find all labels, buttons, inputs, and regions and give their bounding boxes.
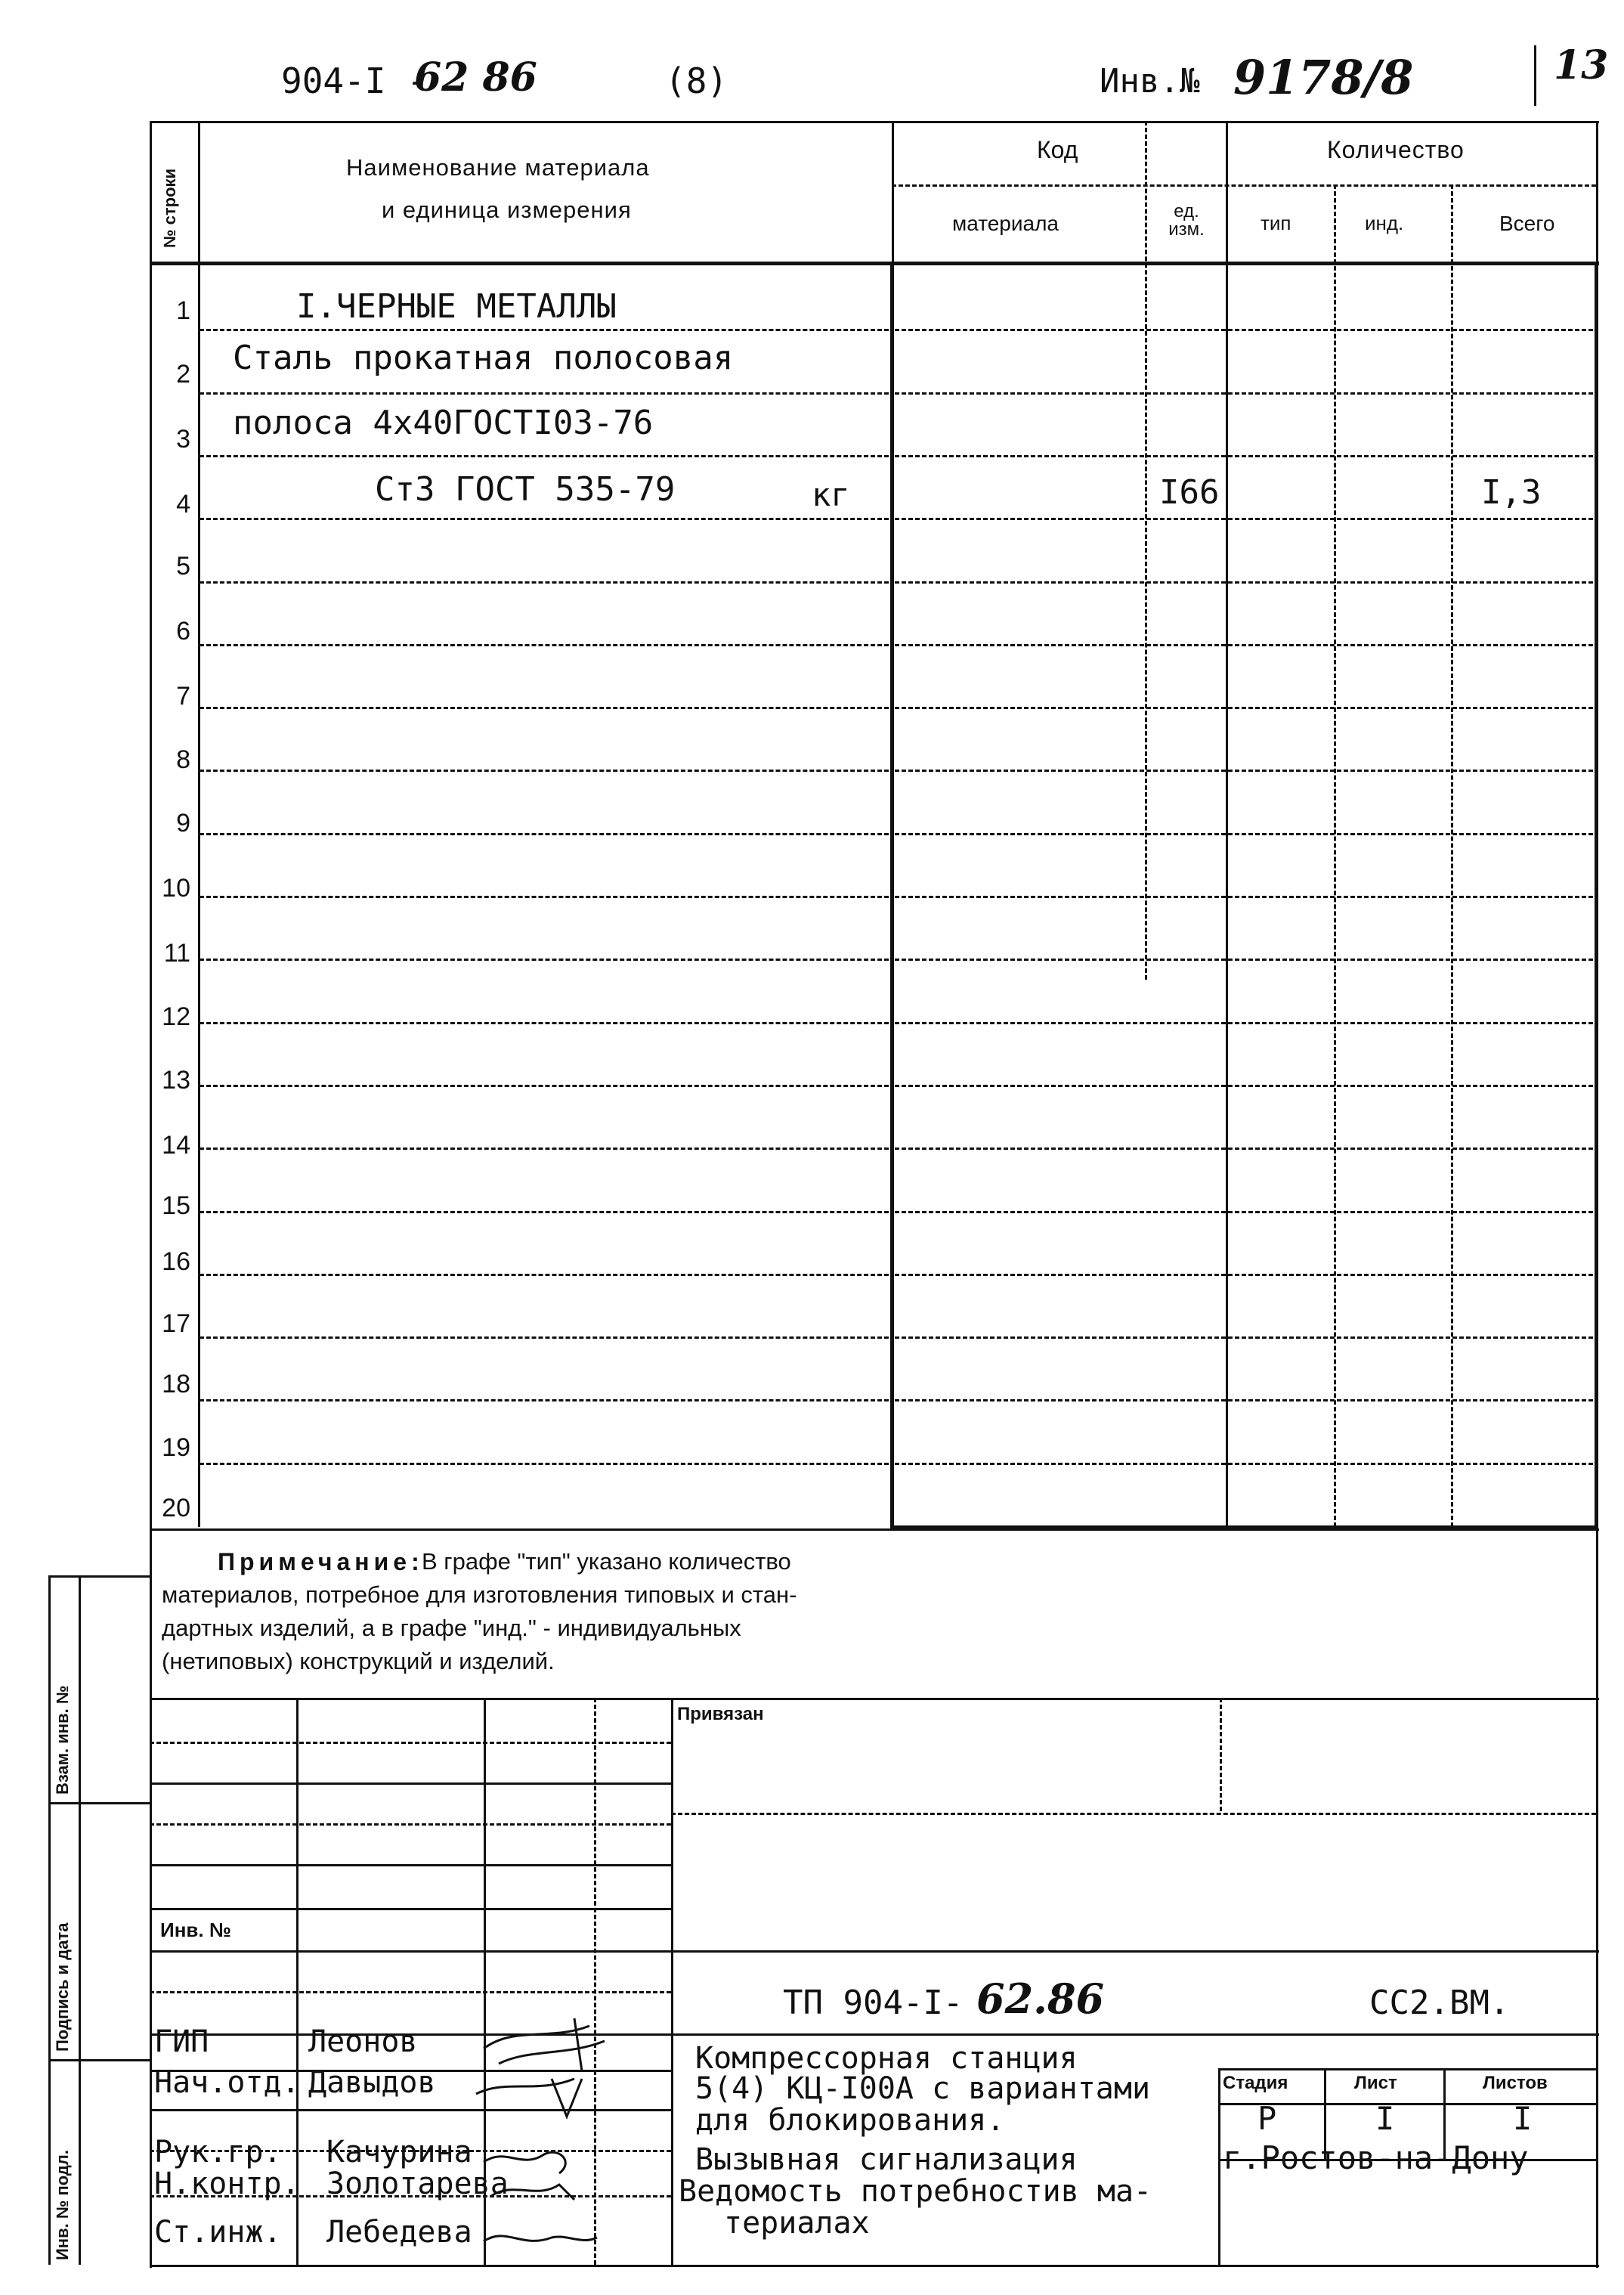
- row-separator: [895, 518, 1593, 520]
- code-unit-column-line: [1145, 121, 1147, 980]
- header-code: Код: [1037, 136, 1078, 163]
- row-number: 8: [176, 745, 190, 774]
- side-strip-line: [48, 1575, 151, 1578]
- row-separator: [200, 770, 889, 772]
- row-separator: [895, 1463, 1593, 1465]
- row-separator: [895, 1022, 1593, 1024]
- header-quantity: Количество: [1327, 136, 1465, 163]
- stamp-doc-mark: СС2.ВМ.: [1369, 1984, 1510, 2022]
- stamp-stage-label: Стадия: [1223, 2073, 1288, 2093]
- page-number-divider: [1534, 45, 1536, 106]
- signer-role: Рук.гр.: [154, 2135, 282, 2170]
- stamp-grid-line: [150, 1991, 671, 1993]
- row-material-name: Сталь прокатная полосовая: [233, 339, 734, 377]
- stamp-grid-line: [671, 1813, 1596, 1815]
- side-strip-left-line: [48, 1575, 51, 2265]
- row-material-name: I.ЧЕРНЫЕ МЕТАЛЛЫ: [296, 287, 617, 326]
- stamp-stage-value: Р: [1257, 2100, 1277, 2137]
- side-label-vzam: Взам. инв. №: [53, 1685, 72, 1795]
- side-strip-line: [48, 1802, 151, 1804]
- row-separator: [895, 896, 1593, 898]
- header-bottom-border: [150, 262, 1599, 265]
- stamp-grid-line: [150, 1782, 671, 1785]
- rownum-column-line: [198, 121, 200, 1527]
- stamp-grid-line: [150, 1908, 671, 1910]
- row-number: 5: [176, 552, 190, 581]
- table-right-thick-line: [1595, 262, 1598, 1528]
- side-label-inv-podl: Инв. № подл.: [53, 2150, 72, 2260]
- side-strip-inner-line: [79, 1575, 81, 2265]
- inv-label: Инв.№: [1100, 62, 1200, 101]
- row-unit-name: кг: [812, 476, 850, 513]
- row-number: 18: [162, 1370, 190, 1398]
- stamp-inv-no: Инв. №: [160, 1919, 231, 1941]
- doc-number-handwritten: 62 86: [414, 54, 537, 101]
- row-separator: [895, 455, 1593, 457]
- row-number: 20: [162, 1494, 190, 1522]
- stamp-sheet-value: I: [1375, 2100, 1395, 2137]
- row-separator: [200, 1274, 889, 1276]
- row-separator: [895, 581, 1593, 584]
- note-line: (нетиповых) конструкций и изделий.: [162, 1648, 555, 1674]
- stamp-doc-code: ТП 904-I-: [783, 1984, 964, 2022]
- table-top-border: [150, 121, 1599, 123]
- row-number: 2: [176, 360, 190, 389]
- header-qty-type: тип: [1261, 212, 1291, 234]
- row-number: 7: [176, 682, 190, 711]
- signer-name: Лебедева: [326, 2215, 472, 2250]
- stamp-title-line: Вызывная сигнализация: [695, 2142, 1078, 2177]
- row-material-name: полоса 4х40ГОСТI03-76: [233, 404, 654, 442]
- row-number: 10: [162, 874, 190, 903]
- row-number: 12: [162, 1002, 190, 1031]
- header-row-number: № строки: [160, 168, 179, 248]
- row-number: 9: [176, 809, 190, 838]
- header-code-unit: ед. изм.: [1168, 201, 1205, 240]
- row-separator: [895, 1211, 1593, 1213]
- code-column-left-line: [890, 262, 894, 1528]
- side-strip-line: [48, 2059, 151, 2061]
- signer-role: Н.контр.: [154, 2166, 300, 2201]
- row-number: 1: [176, 296, 190, 325]
- row-number: 11: [163, 939, 190, 968]
- row-separator: [895, 1148, 1593, 1150]
- row-number: 6: [176, 617, 190, 646]
- stamp-col-line: [1220, 1698, 1222, 1811]
- note-line: дартных изделий, а в графе "инд." - индивидуальных: [162, 1615, 741, 1641]
- header-material-name-line1: Наименование материала: [346, 154, 650, 181]
- row-separator: [895, 329, 1593, 331]
- row-separator: [200, 1399, 889, 1401]
- note-label: Примечание:: [218, 1548, 424, 1575]
- row-separator: [200, 1463, 889, 1465]
- row-number: 17: [162, 1309, 190, 1338]
- qty-column-left-line: [1226, 121, 1228, 1527]
- row-separator: [895, 1085, 1593, 1087]
- frame-left-border: [150, 121, 152, 2268]
- row-separator: [200, 455, 889, 457]
- row-separator: [895, 1336, 1593, 1339]
- row-total: I,3: [1481, 473, 1542, 512]
- stamp-sheets-label: Листов: [1483, 2073, 1548, 2093]
- row-number: 16: [162, 1247, 190, 1276]
- row-separator: [200, 707, 889, 709]
- row-separator: [200, 1211, 889, 1213]
- row-separator: [200, 329, 889, 331]
- row-separator: [200, 644, 889, 646]
- row-separator: [895, 644, 1593, 646]
- side-label-podpis: Подпись и дата: [53, 1922, 72, 2052]
- header-sub-divider: [892, 184, 1596, 187]
- row-separator: [895, 1399, 1593, 1401]
- row-separator: [895, 959, 1593, 961]
- inv-number-handwritten: 9178/8: [1233, 50, 1414, 105]
- stamp-doc-code-handwritten: 62.86: [976, 1974, 1105, 2023]
- frame-bottom-border: [150, 2265, 1599, 2267]
- row-separator: [200, 1336, 889, 1339]
- signer-role: Ст.инж.: [154, 2215, 282, 2250]
- stamp-title-line: териалах: [724, 2206, 870, 2241]
- stamp-col-line: [1218, 2068, 1220, 2265]
- signer-name: Давыдов: [308, 2065, 436, 2100]
- header-qty-ind: инд.: [1365, 212, 1404, 234]
- row-number: 3: [176, 425, 190, 454]
- stamp-grid-line: [150, 1950, 1599, 1953]
- stamp-grid-line: [150, 1864, 671, 1866]
- stamp-title-line: для блокирования.: [695, 2103, 1005, 2138]
- row-separator: [200, 896, 889, 898]
- row-separator: [895, 1274, 1593, 1276]
- row-separator: [200, 581, 889, 584]
- header-qty-total: Всего: [1499, 212, 1555, 235]
- stamp-title-line: 5(4) КЦ-I00А с вариантами: [695, 2071, 1151, 2106]
- note-line: материалов, потребное для изготовления типовых и стан-: [162, 1581, 797, 1608]
- stamp-privyazan: Привязан: [677, 1704, 764, 1724]
- stamp-sheets-value: I: [1513, 2100, 1533, 2137]
- row-separator: [200, 1148, 889, 1150]
- row-separator: [200, 833, 889, 835]
- row-separator: [200, 392, 889, 395]
- stamp-col-line: [671, 1698, 673, 2265]
- stamp-top-line: [150, 1698, 1599, 1700]
- row-separator: [200, 518, 889, 520]
- note-line: В графе "тип" указано количество: [422, 1548, 791, 1575]
- stamp-title-line: Компрессорная станция: [695, 2041, 1078, 2076]
- header-material-name-line2: и единица измерения: [382, 197, 632, 223]
- stamp-grid-line: [150, 1823, 671, 1826]
- name-code-header-line: [892, 121, 894, 262]
- row-separator: [895, 392, 1593, 395]
- signature-scribbles: [469, 2011, 627, 2260]
- stamp-grid-line: [150, 1742, 671, 1744]
- row-material-name: Ст3 ГОСТ 535-79: [375, 470, 676, 509]
- signer-name: Золотарева: [326, 2166, 509, 2201]
- table-bottom-border: [150, 1528, 1599, 1531]
- page-number-handwritten: 13: [1554, 42, 1609, 88]
- stamp-sheet-label: Лист: [1354, 2073, 1397, 2093]
- row-separator: [200, 959, 889, 961]
- qty-ind-column-line: [1334, 184, 1336, 1527]
- stamp-grid-line: [1218, 2068, 1596, 2070]
- row-separator: [895, 833, 1593, 835]
- row-separator: [200, 1085, 889, 1087]
- row-separator: [895, 707, 1593, 709]
- sheet-paren: (8): [665, 60, 728, 101]
- signer-role: Нач.отд.: [154, 2065, 300, 2100]
- signer-name: Качурина: [326, 2135, 472, 2170]
- signer-name: Леонов: [308, 2024, 418, 2059]
- stamp-organization: г.Ростов-на-Дону: [1223, 2139, 1529, 2176]
- row-number: 13: [162, 1066, 190, 1095]
- row-number: 14: [162, 1131, 190, 1160]
- row-separator: [200, 1022, 889, 1024]
- row-number: 15: [162, 1191, 190, 1220]
- row-unit-code: I66: [1159, 473, 1220, 512]
- row-number: 4: [176, 490, 190, 519]
- stamp-title-line: Ведомость потребностив ма-: [679, 2174, 1152, 2209]
- row-separator: [895, 770, 1593, 772]
- header-code-material: материала: [952, 212, 1059, 235]
- signer-role: ГИП: [154, 2024, 209, 2059]
- qty-total-column-line: [1451, 184, 1453, 1527]
- doc-prefix: 904-I -: [281, 60, 428, 101]
- row-number: 19: [162, 1433, 190, 1462]
